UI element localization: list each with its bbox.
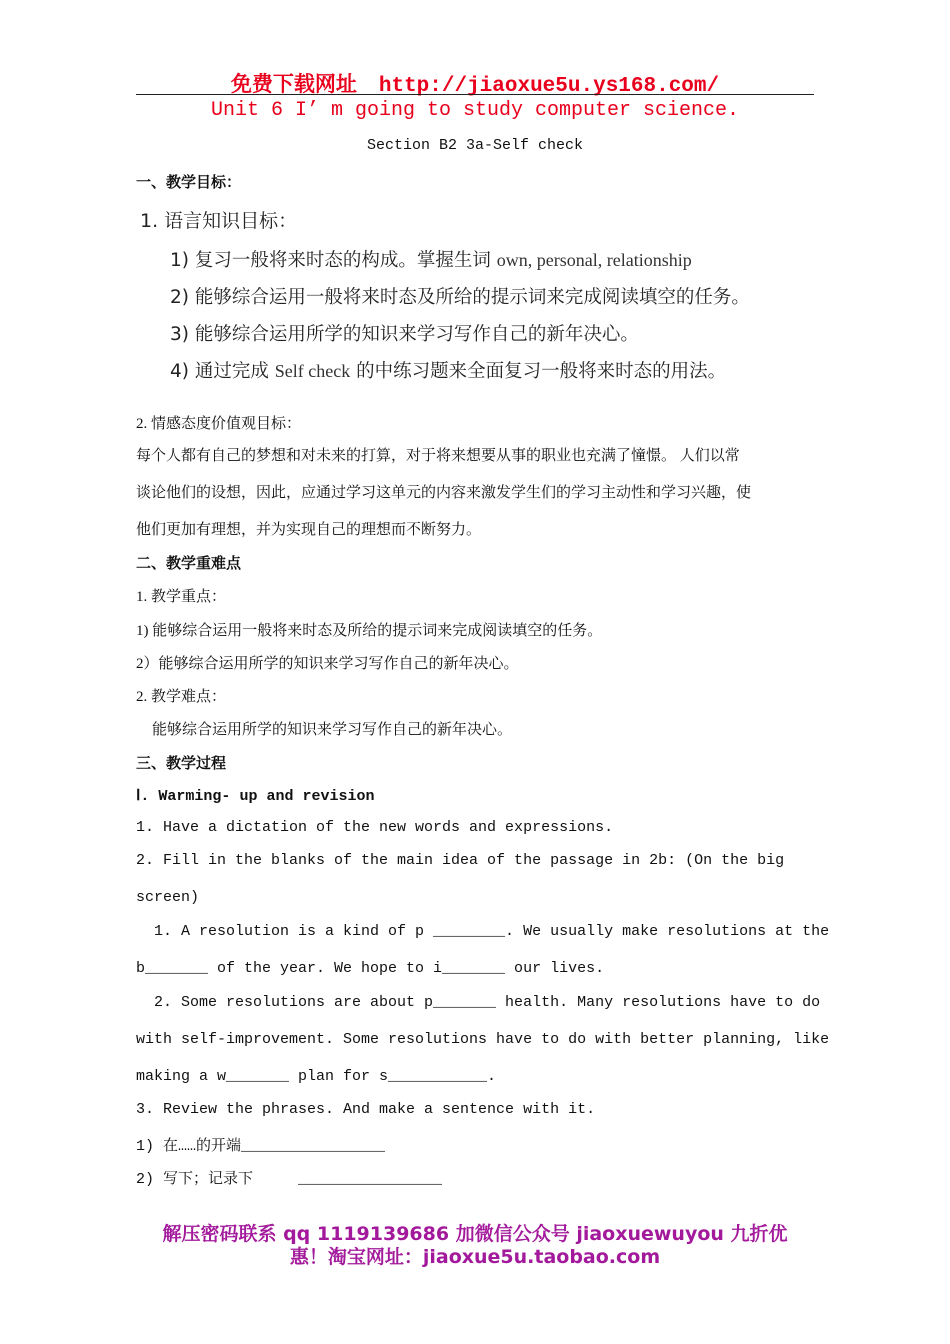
language-goals-block — [140, 200, 760, 390]
exercise-line: with self-improvement. Some resolutions have to do with better planning, like — [136, 1031, 830, 1048]
section-heading-objectives: 一、教学目标： — [136, 173, 242, 191]
difficulty-title: 2. 教学难点： — [136, 689, 227, 705]
language-goals-title: 1. 语言知识目标： — [140, 210, 298, 232]
exercise-line: 2. Some resolutions are about p_______ health. Many resolutions have to do — [136, 994, 821, 1011]
exercise-line: screen) — [136, 889, 200, 906]
exercise-line: 2. Fill in the blanks of the main idea of the passage in 2b: (On the big — [136, 852, 785, 869]
emotional-goals-title: 2. 情感态度价值观目标： — [136, 416, 302, 432]
paragraph-line: 他们更加有理想，并为实现自己的理想而不断努力。 — [136, 522, 482, 538]
exercise-line: 1) 在……的开端________________ — [136, 1138, 386, 1155]
section-subtitle: Section B2 3a-Self check — [366, 137, 584, 154]
header-url-link[interactable]: http://jiaoxue5u.ys168.com/ — [378, 75, 720, 98]
goal-item: 2) 能够综合运用一般将来时态及所给的提示词来完成阅读填空的任务。 — [170, 287, 750, 308]
goal-item: 1) 复习一般将来时态的构成。掌握生词 own, personal, relationship — [170, 250, 692, 271]
section-heading-key-points: 二、教学重难点 — [136, 554, 242, 572]
footer-shop-line: 惠！淘宝网址：jiaoxue5u.taobao.com — [289, 1246, 661, 1268]
header-site-label: 免费下载网址 — [230, 72, 357, 96]
step-title: Ⅰ. Warming- up and revision — [136, 788, 375, 805]
goal-item: 3) 能够综合运用所学的知识来学习写作自己的新年决心。 — [170, 324, 639, 345]
footer-contact-line: 解压密码联系 qq 1119139686 加微信公众号 jiaoxuewuyou 九折优 — [162, 1223, 788, 1245]
exercise-line: b_______ of the year. We hope to i_______ our lives. — [136, 960, 605, 977]
exercise-line: 3. Review the phrases. And make a sentence with it. — [136, 1101, 596, 1118]
paragraph-line: 每个人都有自己的梦想和对未来的打算，对于将来想要从事的职业也充满了憧憬。 人们以常 — [136, 448, 740, 464]
exercise-line: 2) 写下；记录下 ________________ — [136, 1171, 443, 1188]
header-divider — [136, 94, 814, 95]
page-title: Unit 6 I’ m going to study computer science. — [210, 99, 740, 122]
difficulty-item: 能够综合运用所学的知识来学习写作自己的新年决心。 — [152, 722, 513, 738]
paragraph-line: 谈论他们的设想，因此，应通过学习这单元的内容来激发学生们的学习主动性和学习兴趣，使 — [136, 485, 752, 501]
exercise-line: 1. A resolution is a kind of p ________. We usually make resolutions at the — [136, 923, 830, 940]
section-heading-process: 三、教学过程 — [136, 754, 227, 772]
key-point-item: 2）能够综合运用所学的知识来学习写作自己的新年决心。 — [136, 656, 519, 672]
exercise-line: making a w_______ plan for s___________. — [136, 1068, 497, 1085]
goal-item: 4) 通过完成 Self check 的中练习题来全面复习一般将来时态的用法。 — [170, 361, 727, 382]
exercise-line: 1. Have a dictation of the new words and expressions. — [136, 819, 614, 836]
key-point-item: 1) 能够综合运用一般将来时态及所给的提示词来完成阅读填空的任务。 — [136, 623, 603, 639]
key-points-title: 1. 教学重点： — [136, 589, 227, 605]
